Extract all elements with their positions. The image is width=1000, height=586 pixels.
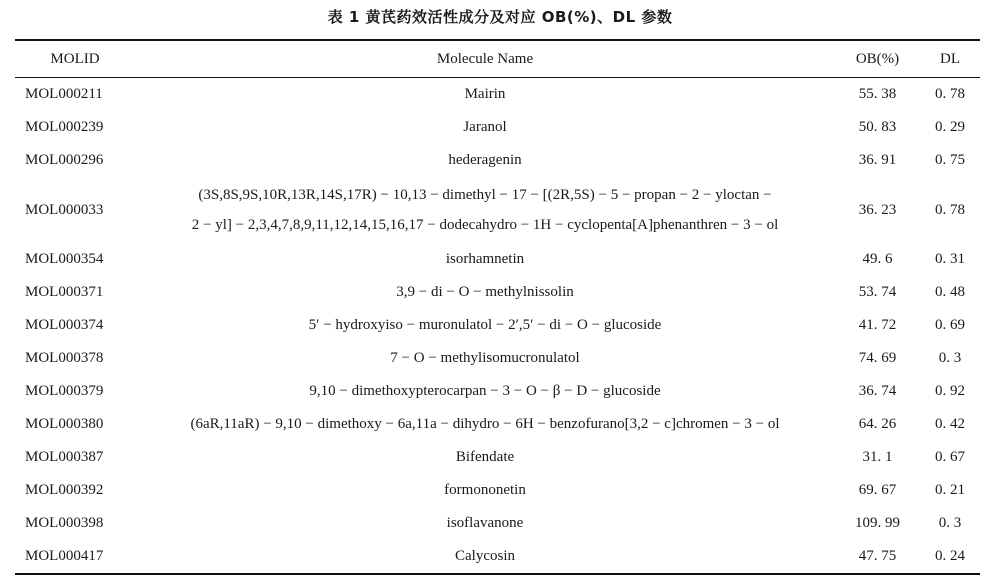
- molecule-name-line: (3S,8S,9S,10R,13R,14S,17R) − 10,13 − dimethyl − 17 − [(2R,5S) − 5 − propan − 2 − yloctan −: [198, 187, 772, 203]
- cell-molecule-name: (6aR,11aR) − 9,10 − dimethoxy − 6a,11a − dihydro − 6H − benzofurano[3,2 − c]chromen − 3 − ol: [190, 416, 780, 432]
- cell-ob: 109. 99: [855, 515, 900, 531]
- cell-dl: 0. 78: [935, 201, 965, 218]
- cell-ob: 55. 38: [858, 86, 897, 102]
- cell-ob: 36. 91: [858, 152, 897, 168]
- table-row: [15, 309, 980, 342]
- cell-ob: 41. 72: [858, 317, 897, 333]
- cell-molecule-name: Mairin: [464, 86, 506, 102]
- cell-ob: 47. 75: [858, 548, 897, 564]
- cell-molid: MOL000211: [25, 86, 103, 102]
- cell-dl: 0. 3: [938, 515, 962, 531]
- cell-dl: 0. 42: [935, 416, 965, 432]
- compound-table: [15, 39, 980, 575]
- table-row: [15, 408, 980, 441]
- cell-dl: 0. 3: [938, 350, 962, 366]
- cell-dl: 0. 21: [935, 482, 965, 498]
- table-row: [15, 276, 980, 309]
- header-molecule-name: Molecule Name: [436, 50, 534, 67]
- table-row: [15, 111, 980, 144]
- table-row: [15, 177, 980, 243]
- cell-molecule-name: isoflavanone: [446, 515, 524, 531]
- cell-molid: MOL000380: [25, 416, 104, 432]
- molecule-name-line: 2 − yl] − 2,3,4,7,8,9,11,12,14,15,16,17 − dodecahydro − 1H − cyclopenta[A]phenanthren − 3 − ol: [191, 217, 779, 233]
- cell-molecule-name: formononetin: [444, 482, 526, 498]
- cell-molid: MOL000417: [25, 548, 104, 564]
- cell-ob: 74. 69: [858, 350, 897, 366]
- table-row: [15, 375, 980, 408]
- table-caption: 表 1 黄芪药效活性成分及对应 OB(%)、DL 参数: [327, 8, 673, 26]
- table-row: [15, 540, 980, 574]
- table-row: [15, 243, 980, 276]
- cell-molecule-name: 3,9 − di − O − methylnissolin: [396, 284, 574, 300]
- cell-molid: MOL000296: [25, 152, 104, 168]
- cell-ob: 69. 67: [858, 482, 897, 498]
- cell-molid: MOL000392: [25, 482, 104, 498]
- cell-dl: 0. 92: [935, 383, 965, 399]
- cell-molid: MOL000371: [25, 284, 104, 300]
- cell-molid: MOL000398: [25, 515, 104, 531]
- cell-molecule-name: [135, 177, 835, 243]
- table-row: [15, 78, 980, 112]
- cell-ob: 50. 83: [858, 119, 897, 135]
- cell-molecule-name: Bifendate: [455, 449, 515, 465]
- cell-molecule-name: hederagenin: [448, 152, 522, 168]
- table-row: [15, 144, 980, 177]
- cell-molecule-name: 7 − O − methylisomucronulatol: [390, 350, 580, 366]
- cell-ob: 31. 1: [862, 449, 893, 465]
- cell-molecule-name: 5′ − hydroxyiso − muronulatol − 2′,5′ − di − O − glucoside: [308, 317, 662, 333]
- cell-ob: 53. 74: [858, 284, 897, 300]
- table-row: [15, 441, 980, 474]
- cell-molid: MOL000387: [25, 449, 104, 465]
- cell-ob: 36. 23: [858, 201, 897, 218]
- header-dl: DL: [940, 50, 960, 67]
- cell-ob: 49. 6: [862, 251, 893, 267]
- cell-dl: 0. 75: [935, 152, 965, 168]
- table-row: [15, 474, 980, 507]
- table-header-row: [15, 40, 980, 78]
- cell-dl: 0. 29: [935, 119, 965, 135]
- cell-molid: MOL000033: [25, 201, 104, 218]
- cell-molecule-name: isorhamnetin: [445, 251, 525, 267]
- table-row: [15, 342, 980, 375]
- cell-dl: 0. 31: [935, 251, 965, 267]
- cell-dl: 0. 24: [935, 548, 965, 564]
- cell-ob: 36. 74: [858, 383, 897, 399]
- table-row: [15, 507, 980, 540]
- cell-dl: 0. 67: [935, 449, 965, 465]
- cell-molecule-name: Jaranol: [463, 119, 507, 135]
- cell-dl: 0. 78: [935, 86, 965, 102]
- header-ob: OB(%): [855, 50, 900, 67]
- cell-molecule-name: Calycosin: [455, 548, 515, 564]
- cell-dl: 0. 69: [935, 317, 965, 333]
- cell-ob: 64. 26: [858, 416, 897, 432]
- cell-molid: MOL000239: [25, 119, 104, 135]
- cell-molid: MOL000354: [25, 251, 104, 267]
- cell-dl: 0. 48: [935, 284, 965, 300]
- cell-molid: MOL000374: [25, 317, 104, 333]
- header-molid: MOLID: [50, 50, 100, 67]
- cell-molecule-name: 9,10 − dimethoxypterocarpan − 3 − O − β − D − glucoside: [309, 383, 661, 399]
- cell-molid: MOL000378: [25, 350, 104, 366]
- cell-molid: MOL000379: [25, 383, 104, 399]
